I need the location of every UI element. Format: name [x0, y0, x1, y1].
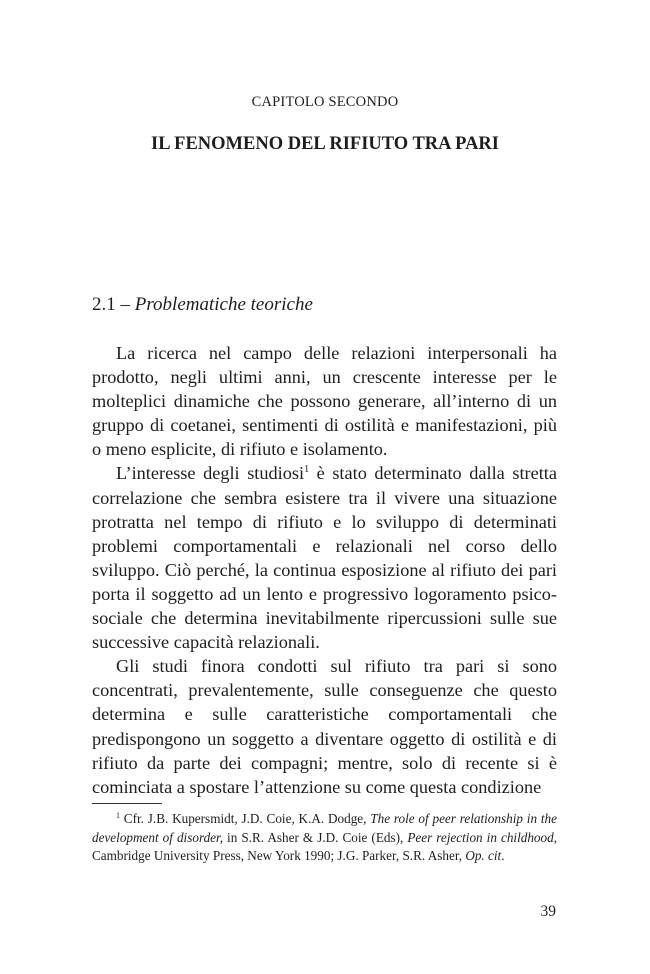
footnote-title-2: Peer rejection in childhood — [407, 829, 554, 845]
page-number: 39 — [540, 903, 556, 920]
paragraph-2-start: L’interesse degli studiosi — [116, 463, 305, 484]
footnote-part-1: Cfr. J.B. Kupersmidt, J.D. Coie, K.A. Dodge, — [120, 811, 371, 826]
paragraph-3: Gli studi finora condotti sul rifiuto tra pari si sono concentrati, prevalentemente, sulle conseguenze che questo determina e sulle caratteristiche comportamentali che predispongono un soggetto a diventare oggetto di ostilità e di rifiuto da parte dei compagni; mentre, solo di recente si è cominciata a spostare l’attenzione su come questa condizione — [92, 656, 557, 797]
footnote-text — [92, 810, 557, 866]
footnote-part-4: . — [501, 848, 505, 863]
footnote-part-3: , Cambridge University Press, New York 1990; J.G. Parker, S.R. Asher, — [92, 829, 558, 863]
body-text — [92, 341, 557, 799]
section-title: Problematiche teoriche — [134, 294, 313, 315]
footnote-title-1: The role of peer relationship in the development of disorder, — [92, 811, 557, 845]
footnote — [92, 810, 557, 866]
footnote-reference[interactable]: 1 — [304, 464, 310, 476]
footnote-title-3: Op. cit — [465, 848, 502, 863]
section-number: 2.1 – — [92, 294, 135, 315]
footnote-divider — [92, 803, 162, 804]
paragraph-2 — [92, 461, 557, 654]
section-heading — [92, 294, 313, 316]
chapter-title: IL FENOMENO DEL RIFIUTO TRA PARI — [151, 134, 499, 154]
footnote-part-2: in S.R. Asher & J.D. Coie (Eds), — [223, 829, 408, 845]
footnote-marker: 1 — [116, 811, 120, 820]
chapter-label: CAPITOLO SECONDO — [251, 94, 399, 110]
paragraph-2-rest: è stato determinato dalla stretta correlazione che sembra esistere tra il vivere una situazione protratta nel tempo di rifiuto e lo sviluppo di determinati problemi comportamentali e relazionali nel corso dello sviluppo. Ciò perché, la continua esposizione al rifiuto dei pari porta il soggetto ad un lento e progressivo logoramento psico-sociale che determina inevitabilmente ripercussioni sulle sue successive capacità relazionali. — [92, 463, 558, 653]
paragraph-1: La ricerca nel campo delle relazioni interpersonali ha prodotto, negli ultimi anni, un crescente interesse per le molteplici dinamiche che possono generare, all’interno di un gruppo di coetanei, sentimenti di ostilità e manifestazioni, più o meno esplicite, di rifiuto e isolamento. — [92, 343, 557, 460]
